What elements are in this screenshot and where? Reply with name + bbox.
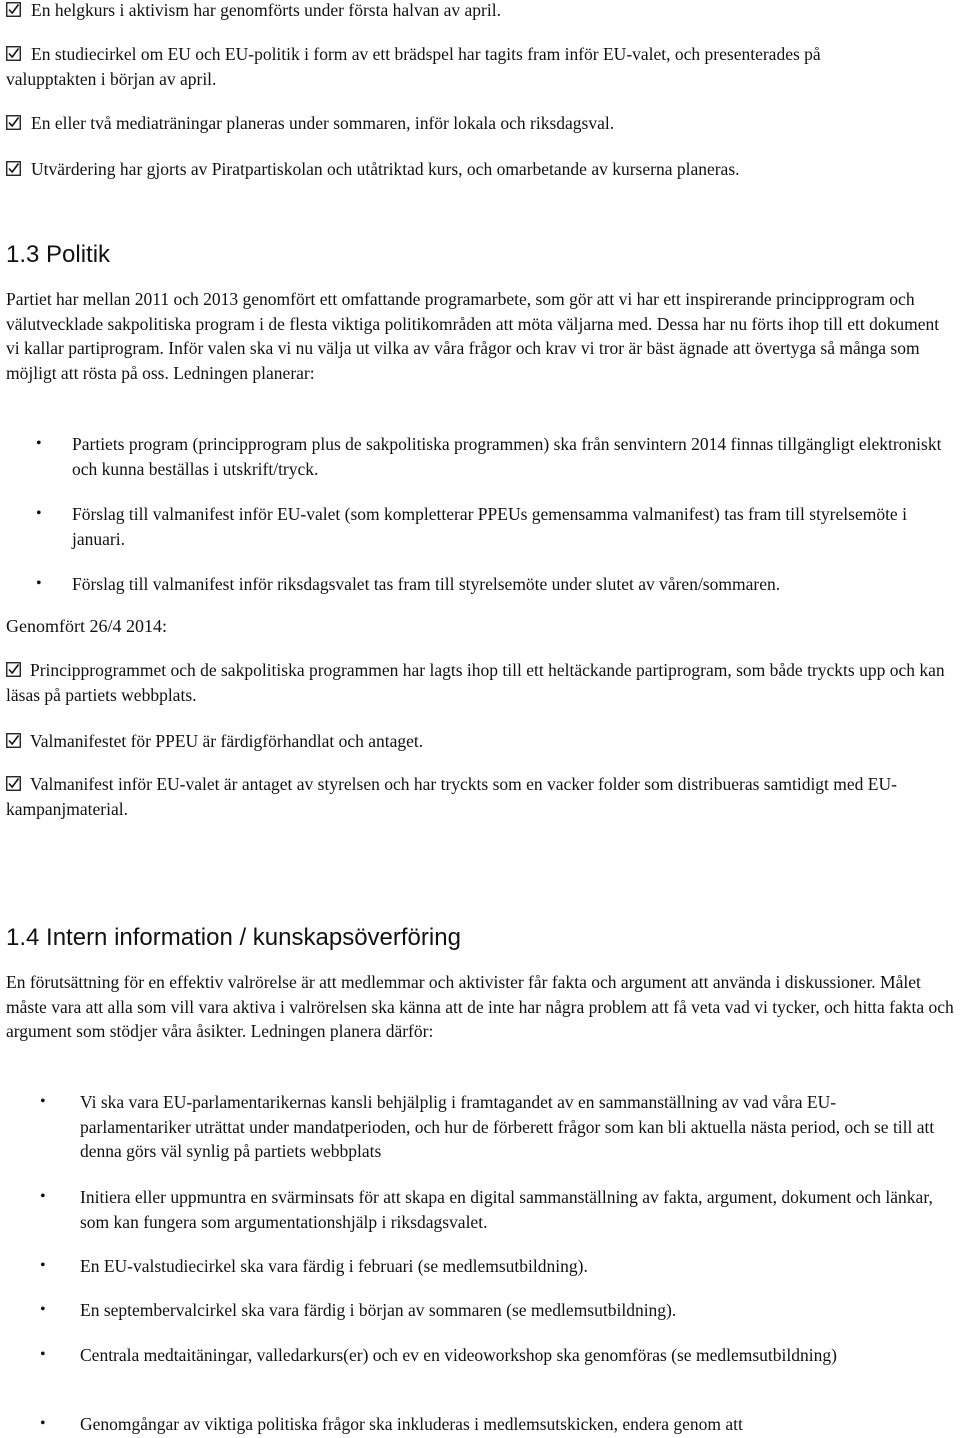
bullet-icon: • [36,505,42,522]
check-item-text: En eller två mediaträningar planeras under sommaren, inför lokala och riksdagsval. [31,113,615,133]
bullet-icon: • [40,1301,46,1318]
checked-box-icon [6,733,21,748]
bullet-icon: • [40,1093,46,1110]
list-item-text: Partiets program (principprogram plus de sakpolitiska programmen) ska från senvintern 2014 finnas tillgängligt elektroniskt och kunna beställas i utskrift/tryck. [72,434,942,479]
check-item-text: Principprogrammet och de sakpolitiska programmen har lagts ihop till ett heltäckande partiprogram, som både tryckts upp och kan läsas på partiets webbplats. [6,660,945,705]
list-item-text: Genomgångar av viktiga politiska frågor ska inkluderas i medlemsutskicken, endera genom att [80,1414,743,1434]
checked-box-icon [6,2,21,17]
check-item [6,0,946,23]
list-item-text: Förslag till valmanifest inför EU-valet (som kompletterar PPEUs gemensamma valmanifest) tas fram till styrelsemöte i januari. [72,504,907,549]
checked-box-icon [6,662,21,677]
section-paragraph: En förutsättning för en effektiv valrörelse är att medlemmar och aktivister får fakta och argument att använda i diskussioner. Målet måste vara att alla som vill vara aktiva i valrörelsen ska känna att de inte har några problem att få veta vad vi tycker, och hitta fakta och argument som stödjer våra åsikter. Ledningen planera därför: [6,972,954,1041]
check-item [6,729,951,754]
list-item-text: Initiera eller uppmuntra en svärminsats för att skapa en digital sammanställning av fakta, argument, dokument och länkar, som kan fungera som argumentationshjälp i riksdagsvalet. [80,1187,933,1232]
bullet-icon: • [40,1257,46,1274]
section-heading-politik: 1.3 Politik [6,241,111,268]
section-paragraph: Partiet har mellan 2011 och 2013 genomfört ett omfattande programarbete, som gör att vi har ett inspirerande principprogram och välutvecklade sakpolitiska program i de flesta viktiga politikområden att möta väljarna med. Dessa har nu förts ihop till ett dokument vi kallar partiprogram. Inför valen ska vi nu välja ut vilka av våra frågor och krav vi tror är bäst ägnade att övertyga så många som möjligt att rösta på oss. Ledningen planerar: [6,289,940,383]
section-heading-intern-information: 1.4 Intern information / kunskapsöverföring [6,924,461,951]
list-item-text: Vi ska vara EU-parlamentarikernas kansli behjälplig i framtagandet av en sammanställning av vad våra EU-parlamentariker uträttat under mandatperioden, och hur de förberett frågor som kan bli aktuella nästa period, och se till att denna görs väl synlig på partiets webbplats [80,1092,935,1161]
list-item-text: En septembervalcirkel ska vara färdig i början av sommaren (se medlemsutbildning). [80,1300,677,1320]
bullet-icon: • [40,1346,46,1363]
check-item-text: Valmanifest inför EU-valet är antaget av styrelsen och har tryckts som en vacker folder som distribueras samtidigt med EU-kampanjmaterial. [6,774,897,819]
done-label: Genomfört 26/4 2014: [6,616,167,636]
checked-box-icon [6,776,21,791]
check-item [6,111,946,136]
checked-box-icon [6,161,21,176]
bullet-icon: • [36,575,42,592]
check-item [6,157,946,182]
check-item-text: En helgkurs i aktivism har genomförts under första halvan av april. [31,0,501,20]
bullet-icon: • [40,1415,46,1432]
check-item [6,772,951,821]
check-item [6,658,951,707]
checked-box-icon [6,115,21,130]
list-item-text: Centrala medtaitäningar, valledarkurs(er) och ev en videoworkshop ska genomföras (se medlemsutbildning) [80,1345,837,1365]
list-item-text: En EU-valstudiecirkel ska vara färdig i februari (se medlemsutbildning). [80,1256,588,1276]
bullet-icon: • [36,435,42,452]
check-item-text: En studiecirkel om EU och EU-politik i form av ett brädspel har tagits fram inför EU-valet, och presenterades på valupptakten i början av april. [6,44,821,89]
bullet-icon: • [40,1188,46,1205]
check-item-text: Utvärdering har gjorts av Piratpartiskolan och utåtriktad kurs, och omarbetande av kurserna planeras. [31,159,740,179]
list-item-text: Förslag till valmanifest inför riksdagsvalet tas fram till styrelsemöte under slutet av våren/sommaren. [72,574,781,594]
check-item-text: Valmanifestet för PPEU är färdigförhandlat och antaget. [30,731,424,751]
